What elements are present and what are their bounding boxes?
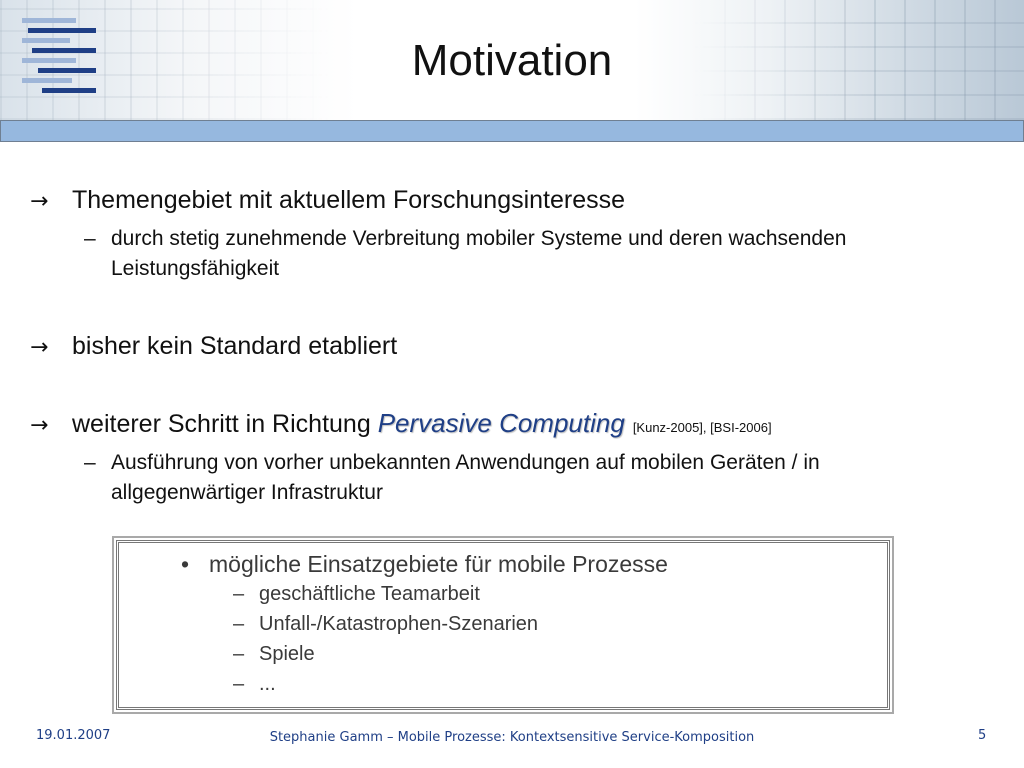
box-item-text: ... (259, 673, 276, 695)
arrow-right-icon: → (30, 413, 49, 438)
footer-date: 19.01.2007 (36, 728, 111, 743)
sub-bullet-text: Ausführung von vorher unbekannten Anwendungen auf mobilen Geräten / in allgegenwärtiger Infrastruktur (111, 451, 820, 504)
dash-marker: – (233, 613, 245, 635)
dash-marker: – (233, 643, 245, 665)
bullet-dot-icon: • (181, 551, 190, 577)
header-stripe (0, 120, 1024, 142)
slide-title: Motivation (411, 36, 613, 85)
box-item (233, 673, 276, 696)
page-number: 5 (978, 728, 987, 743)
bullet-text: bisher kein Standard etabliert (72, 332, 398, 360)
bullet-text: weiterer Schritt in Richtung (72, 410, 378, 438)
box-item-text: geschäftliche Teamarbeit (259, 583, 480, 605)
box-item-text: Unfall-/Katastrophen-Szenarien (259, 613, 539, 635)
dash-marker: – (84, 227, 96, 250)
sub-bullet-verbreitung (84, 224, 964, 284)
dash-marker: – (84, 451, 96, 474)
sub-bullet-text: durch stetig zunehmende Verbreitung mobiler Systeme und deren wachsenden Leistungsfähigkeit (111, 227, 847, 280)
box-heading (181, 551, 668, 578)
dash-marker: – (233, 583, 245, 605)
arrow-right-icon: → (30, 335, 49, 360)
emphasis-pervasive-computing: Pervasive Computing (377, 408, 625, 438)
citation: [Kunz-2005], [BSI-2006] (632, 420, 772, 435)
bullet-forschungsinteresse (30, 186, 625, 215)
slide-header (0, 0, 1024, 120)
bullet-standard (30, 332, 397, 361)
sub-bullet-ausfuehrung (84, 448, 964, 508)
arrow-right-icon: → (30, 189, 49, 214)
box-item (233, 583, 480, 606)
bullet-text: Themengebiet mit aktuellem Forschungsinteresse (72, 186, 626, 214)
box-item (233, 613, 538, 636)
dash-marker: – (233, 673, 245, 695)
einsatzgebiete-box (116, 540, 890, 710)
footer-title: Stephanie Gamm – Mobile Prozesse: Kontextsensitive Service-Komposition (269, 730, 755, 745)
box-item (233, 643, 315, 666)
box-heading-text: mögliche Einsatzgebiete für mobile Prozesse (209, 551, 668, 577)
box-item-text: Spiele (259, 643, 315, 665)
bullet-pervasive-computing (30, 408, 772, 439)
